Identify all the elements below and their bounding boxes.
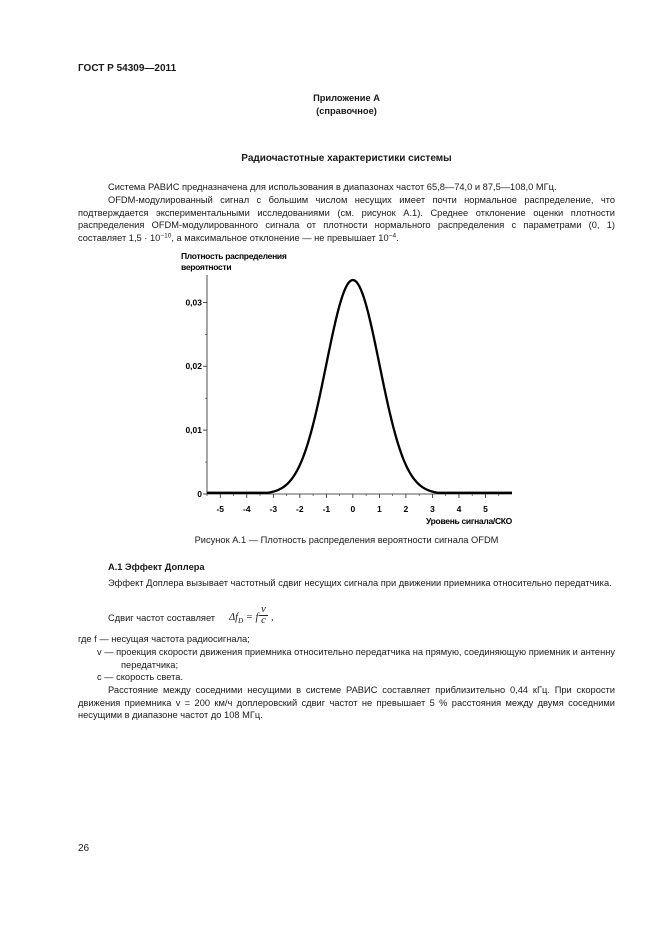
figure-caption: Рисунок А.1 — Плотность распределения вероятности сигнала OFDM	[194, 535, 499, 545]
formula-equals: = f	[245, 612, 259, 623]
appendix-subtitle: (справочное)	[316, 106, 377, 116]
x-tick-label: -2	[296, 504, 304, 514]
where-f: где f — несущая частота радиосигнала;	[78, 634, 250, 644]
formula-comma: ,	[271, 612, 274, 623]
x-ticks-group	[207, 494, 499, 514]
formula-delta-f: Δf	[229, 612, 239, 623]
where-c: c — скорость света.	[97, 672, 184, 682]
y-axis-label-line2: вероятности	[181, 262, 232, 272]
section-title: Радиочастотные характеристики системы	[241, 153, 452, 164]
x-tick-label: 4	[456, 504, 462, 514]
x-tick-label: -4	[243, 504, 251, 514]
y-tick-label: 0,01	[185, 425, 202, 436]
formula-numerator: v	[259, 605, 268, 616]
y-tick-label: 0	[197, 489, 202, 499]
where-v: v — проекция скорости движения приемника относительно передатчика на прямую, соединяющую приемник и антенну передатчика;	[97, 647, 615, 670]
formula-denominator: c	[261, 615, 266, 626]
x-tick-label: 1	[377, 504, 382, 514]
doppler-paragraph-2: Расстояние между соседними несущими в системе РАВИС составляет приблизительно 0,44 кГц. При скорости движения приемника v = 200 км/ч доплеровский сдвиг частот не превышает 5 % расстояния между двумя соседними несущими в диапазоне частот до 108 МГц.	[78, 685, 615, 721]
x-tick-label: -3	[269, 504, 278, 514]
x-tick-label: -5	[216, 504, 225, 514]
y-tick-label: 0,02	[185, 361, 202, 372]
page-number: 26	[78, 843, 90, 854]
shift-intro: Сдвиг частот составляет	[108, 613, 216, 623]
x-tick-label: -1	[322, 504, 331, 514]
y-ticks-group	[185, 297, 207, 499]
document-id: ГОСТ Р 54309—2011	[78, 63, 177, 74]
density-curve	[207, 280, 512, 493]
doppler-paragraph-1: Эффект Доплера вызывает частотный сдвиг несущих сигнала при движении приемника относительно передатчика.	[108, 578, 612, 588]
exponent-2: −4	[388, 232, 397, 240]
x-tick-label: 5	[483, 504, 488, 514]
x-axis-label: Уровень сигнала/СКО	[426, 516, 512, 526]
x-tick-label: 3	[430, 504, 435, 514]
doppler-formula-line	[108, 612, 215, 624]
exponent-1: −10	[160, 232, 172, 240]
intro-paragraph-1: Система РАВИС предназначена для использования в диапазонах частот 65,8—74,0 и 87,5—108,0 МГц.	[108, 182, 557, 192]
appendix-title: Приложение А	[313, 93, 380, 103]
y-tick-label: 0,03	[185, 297, 202, 308]
intro-text-c: .	[396, 232, 399, 243]
intro-text-a: OFDM-модулированный сигнал с большим числом несущих имеет почти нормальное распределение, что подтверждается экспериментальными исследованиями (см. рисунок А.1). Среднее отклонение оценки плотности распределения OFDM-модулированного сигнала от плотности нормального распределения с параметрами (0, 1) составляет 1,5 · 10	[78, 195, 615, 243]
formula-subscript: D	[238, 617, 244, 626]
x-tick-label: 2	[403, 504, 409, 514]
x-tick-label: 0	[350, 504, 356, 514]
y-axis-label-line1: Плотность распределения	[181, 251, 287, 261]
doppler-section-title: А.1 Эффект Доплера	[108, 562, 205, 572]
intro-text-b: , а максимальное отклонение — не превышает 10	[171, 232, 389, 243]
